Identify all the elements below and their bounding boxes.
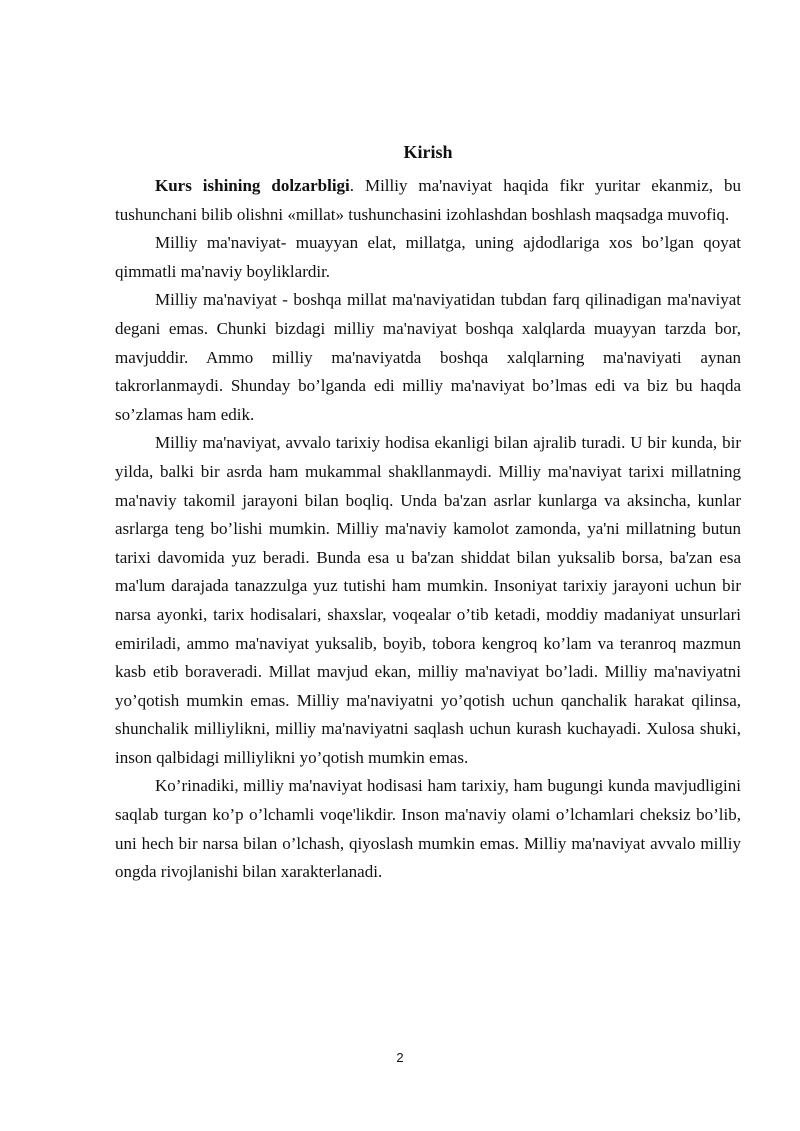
page-number: 2 (396, 1050, 404, 1065)
paragraph-4: Ko’rinadiki, milliy ma'naviyat hodisasi ham tarixiy, ham bugungi kunda mavjudligini saqlab turgan ko’p o’lchamli voqe'likdir. Inson ma'naviy olami o’lchamlari cheksiz bo’lib, uni hech bir narsa bilan o’lchash, qiyoslash mumkin emas. Milliy ma'naviyat avvalo milliy ongda rivojlanishi bilan xarakterlanadi. (115, 776, 741, 882)
paragraph-1: Milliy ma'naviyat- muayyan elat, millatga, uning ajdodlariga xos bo’lgan qoyat qimmatli ma'naviy boyliklardir. (115, 233, 741, 281)
paragraph-2: Milliy ma'naviyat - boshqa millat ma'naviyatidan tubdan farq qilinadigan ma'naviyat degani emas. Chunki bizdagi milliy ma'naviyat boshqa xalqlarda muayyan tarzda bor, mavjuddir. Ammo milliy ma'naviyatda boshqa xalqlarning ma'naviyati aynan takrorlanmaydi. Shunday bo’lganda edi milliy ma'naviyat bo’lmas edi va biz bu haqda so’zlamas ham edik. (115, 290, 741, 424)
lead-text: . Milliy ma'naviyat haqida fikr yuritar ekanmiz, bu tushunchani bilib olishni «millat» tushunchasini izohlashdan boshlash maqsadga muvofiq. (115, 176, 741, 224)
paragraph-3: Milliy ma'naviyat, avvalo tarixiy hodisa ekanligi bilan ajralib turadi. U bir kunda, bir yilda, balki bir asrda ham mukammal shakllanmaydi. Milliy ma'naviyat tarixi millatning ma'naviy takomil jarayoni bilan boqliq. Unda ba'zan asrlar kunlarga va aksincha, kunlar asrlarga teng bo’lishi mumkin. Milliy ma'naviy kamolot zamonda, ya'ni millatning butun tarixi davomida yuz beradi. Bunda esa u ba'zan shiddat bilan yuksalib borsa, ba'zan esa ma'lum darajada tanazzulga yuz tutishi ham mumkin. Insoniyat tarixiy jarayoni uchun bir narsa ayonki, tarix hodisalari, shaxslar, voqealar o’tib ketadi, moddiy madaniyat unsurlari emiriladi, ammo ma'naviyat yuksalib, boyib, tobora kengroq ko’lam va teranroq mazmun kasb etib boraveradi. Millat mavjud ekan, milliy ma'naviyat bo’ladi. Milliy ma'naviyatni yo’qotish mumkin emas. Milliy ma'naviyatni yo’qotish uchun qanchalik harakat qilinsa, shunchalik milliylikni, milliy ma'naviyatni saqlash uchun kurash kuchayadi. Xulosa shuki, inson qalbidagi milliylikni yo’qotish mumkin emas. (115, 433, 741, 767)
section-title: Kirish (403, 142, 453, 162)
body-text (115, 172, 741, 887)
lead-phrase: Kurs ishining dolzarbligi (155, 176, 350, 195)
paragraph-intro (115, 172, 741, 229)
